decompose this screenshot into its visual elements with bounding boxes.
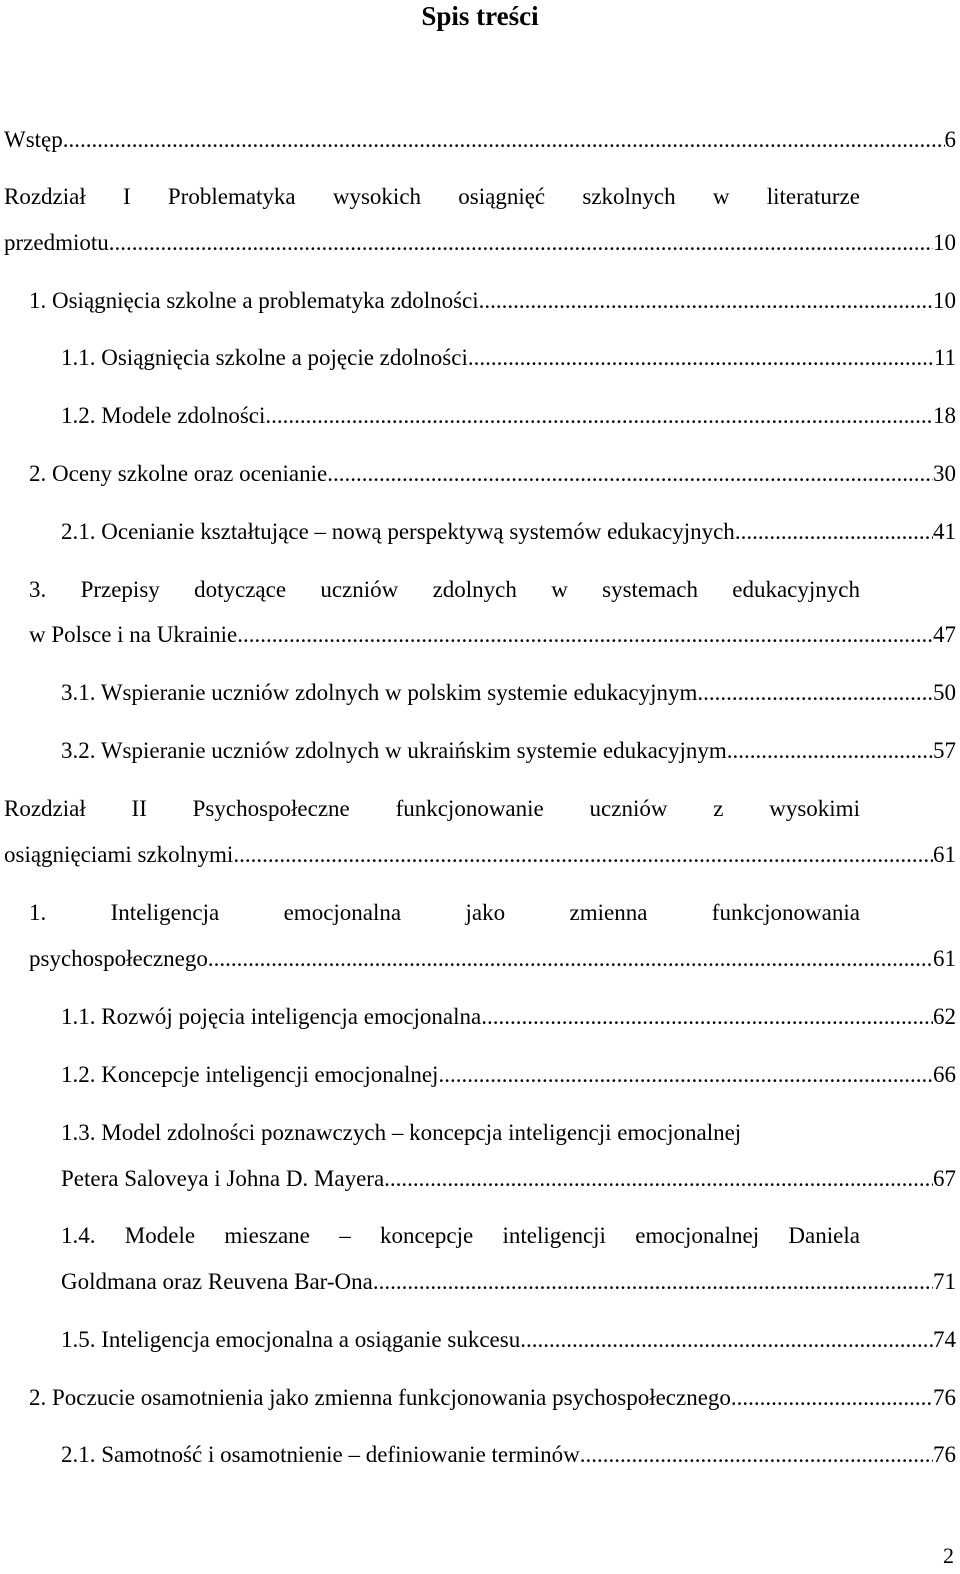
toc-entry-page: 71: [933, 1269, 956, 1294]
word: Problematyka: [167, 184, 296, 209]
toc-entry-text: 3.2. Wspieranie uczniów zdolnych w ukraińskim systemie edukacyjnym: [61, 738, 727, 763]
toc-entry-page: 30: [933, 461, 956, 486]
toc-entry[interactable]: [4, 229, 956, 257]
toc-entry-heading[interactable]: [4, 183, 860, 211]
word: dotyczące: [194, 577, 287, 602]
word: z: [713, 796, 724, 821]
toc-entry[interactable]: [61, 1003, 956, 1031]
toc-entry-heading[interactable]: [61, 1119, 861, 1147]
toc-entry[interactable]: [61, 344, 956, 372]
word: Rozdział: [4, 796, 86, 821]
word: Rozdział: [4, 184, 86, 209]
dot-leader: [731, 1384, 933, 1412]
word: 1.: [29, 900, 47, 925]
word: emocjonalna: [283, 900, 402, 925]
toc-entry-heading[interactable]: [29, 576, 860, 604]
toc-entry[interactable]: [61, 518, 956, 546]
toc-entry-text: psychospołecznego: [29, 946, 208, 971]
toc-entry-page: 74: [933, 1327, 956, 1352]
word: Przepisy: [80, 577, 160, 602]
toc-entry-page: 76: [933, 1442, 956, 1467]
dot-leader: [520, 1326, 933, 1354]
word: Daniela: [788, 1223, 860, 1248]
dot-leader: [63, 126, 945, 154]
toc-entry[interactable]: [61, 737, 956, 765]
toc-entry[interactable]: [61, 1268, 956, 1296]
word: Modele: [124, 1223, 196, 1248]
word: funkcjonowanie: [395, 796, 544, 821]
toc-entry-page: 67: [933, 1166, 956, 1191]
toc-entry[interactable]: [61, 1326, 956, 1354]
toc-entry-text: 1.1. Rozwój pojęcia inteligencja emocjonalna: [61, 1004, 482, 1029]
toc-entry[interactable]: [29, 621, 956, 649]
toc-entry[interactable]: [29, 1384, 956, 1412]
toc-entry-text: osiągnięciami szkolnymi: [4, 842, 234, 867]
dot-leader: [735, 518, 933, 546]
toc-entry-text: 2.1. Ocenianie kształtujące – nową perspektywą systemów edukacyjnych: [61, 519, 735, 544]
toc-entry-page: 6: [944, 127, 956, 152]
toc-entry-text: 1. Osiągnięcia szkolne a problematyka zdolności: [29, 288, 479, 313]
page-title: Spis treści: [421, 1, 539, 31]
word: Inteligencja: [110, 900, 220, 925]
toc-entry-text: 1.5. Inteligencja emocjonalna a osiąganie sukcesu: [61, 1327, 521, 1352]
toc-entry-page: 41: [933, 519, 956, 544]
word: 3.: [29, 577, 47, 602]
toc-entry[interactable]: [61, 1061, 956, 1089]
word: koncepcje: [379, 1223, 474, 1248]
toc-entry[interactable]: [29, 460, 956, 488]
word: funkcjonowania: [711, 900, 860, 925]
word: mieszane: [224, 1223, 310, 1248]
dot-leader: [384, 1165, 933, 1193]
toc-entry-page: 18: [933, 403, 956, 428]
toc-entry[interactable]: [61, 1165, 956, 1193]
dot-leader: [237, 621, 933, 649]
toc-entry-page: 50: [933, 680, 956, 705]
dot-leader: [265, 402, 933, 430]
word: w: [551, 577, 568, 602]
dot-leader: [727, 737, 933, 765]
toc-entry-page: 11: [933, 345, 956, 370]
dot-leader: [580, 1441, 933, 1469]
word: II: [131, 796, 147, 821]
toc-entry-page: 10: [933, 230, 956, 255]
toc-entry[interactable]: [29, 287, 956, 315]
dot-leader: [479, 287, 933, 315]
dot-leader: [481, 1003, 933, 1031]
toc-entry-text: Goldmana oraz Reuvena Bar-Ona: [61, 1269, 373, 1294]
dot-leader: [208, 945, 933, 973]
word: jako: [465, 900, 506, 925]
word: –: [339, 1223, 351, 1248]
dot-leader: [697, 679, 933, 707]
toc-entry-text: 1.3. Model zdolności poznawczych – koncepcja inteligencji emocjonalnej: [61, 1120, 742, 1145]
dot-leader: [327, 460, 933, 488]
word: 1.4.: [61, 1223, 96, 1248]
page-number: 2: [943, 1543, 954, 1568]
toc-entry-text: 2.1. Samotność i osamotnienie – definiowanie terminów: [61, 1442, 580, 1467]
toc-entry-page: 61: [933, 946, 956, 971]
word: edukacyjnych: [732, 577, 860, 602]
word: wysokimi: [769, 796, 860, 821]
toc-entry-page: 76: [933, 1385, 956, 1410]
word: w: [712, 184, 730, 209]
word: uczniów: [320, 577, 399, 602]
dot-leader: [438, 1061, 933, 1089]
toc-entry-text: 1.1. Osiągnięcia szkolne a pojęcie zdolności: [61, 345, 468, 370]
dot-leader: [233, 841, 933, 869]
toc-entry-heading[interactable]: [4, 795, 860, 823]
word: emocjonalnej: [635, 1223, 760, 1248]
word: I: [122, 184, 131, 209]
toc-entry-page: 62: [933, 1004, 956, 1029]
word: osiągnięć: [458, 184, 546, 209]
toc-entry[interactable]: [4, 126, 956, 154]
dot-leader: [109, 229, 933, 257]
toc-entry-heading[interactable]: [61, 1222, 860, 1250]
toc-entry-page: 57: [933, 738, 956, 763]
toc-entry[interactable]: [61, 1441, 956, 1469]
toc-entry-heading[interactable]: [29, 899, 860, 927]
word: uczniów: [589, 796, 668, 821]
toc-entry-text: Petera Saloveya i Johna D. Mayera: [61, 1166, 385, 1191]
toc-entry-text: przedmiotu: [4, 230, 109, 255]
toc-entry-text: 1.2. Koncepcje inteligencji emocjonalnej: [61, 1062, 439, 1087]
word: Psychospołeczne: [192, 796, 350, 821]
toc-entry[interactable]: [61, 679, 956, 707]
toc-entry-page: 10: [933, 288, 956, 313]
toc-entry[interactable]: [4, 841, 956, 869]
dot-leader: [468, 344, 934, 372]
word: inteligencji: [502, 1223, 606, 1248]
toc-entry[interactable]: [61, 402, 956, 430]
toc-entry-text: Wstęp: [4, 127, 63, 152]
toc-entry-text: 2. Oceny szkolne oraz ocenianie: [29, 461, 328, 486]
word: zmienna: [569, 900, 648, 925]
toc-entry-page: 61: [933, 842, 956, 867]
toc-entry-page: 47: [933, 622, 956, 647]
toc-entry-text: 1.2. Modele zdolności: [61, 403, 266, 428]
toc-entry-page: 66: [933, 1062, 956, 1087]
toc-entry-text: 2. Poczucie osamotnienia jako zmienna funkcjonowania psychospołecznego: [29, 1385, 731, 1410]
word: literaturze: [766, 184, 860, 209]
toc-entry[interactable]: [29, 945, 956, 973]
toc-entry-text: 3.1. Wspieranie uczniów zdolnych w polskim systemie edukacyjnym: [61, 680, 698, 705]
dot-leader: [373, 1268, 933, 1296]
toc-entry-text: w Polsce i na Ukrainie: [29, 622, 238, 647]
word: szkolnych: [582, 184, 676, 209]
word: systemach: [602, 577, 698, 602]
word: wysokich: [332, 184, 422, 209]
word: zdolnych: [432, 577, 517, 602]
